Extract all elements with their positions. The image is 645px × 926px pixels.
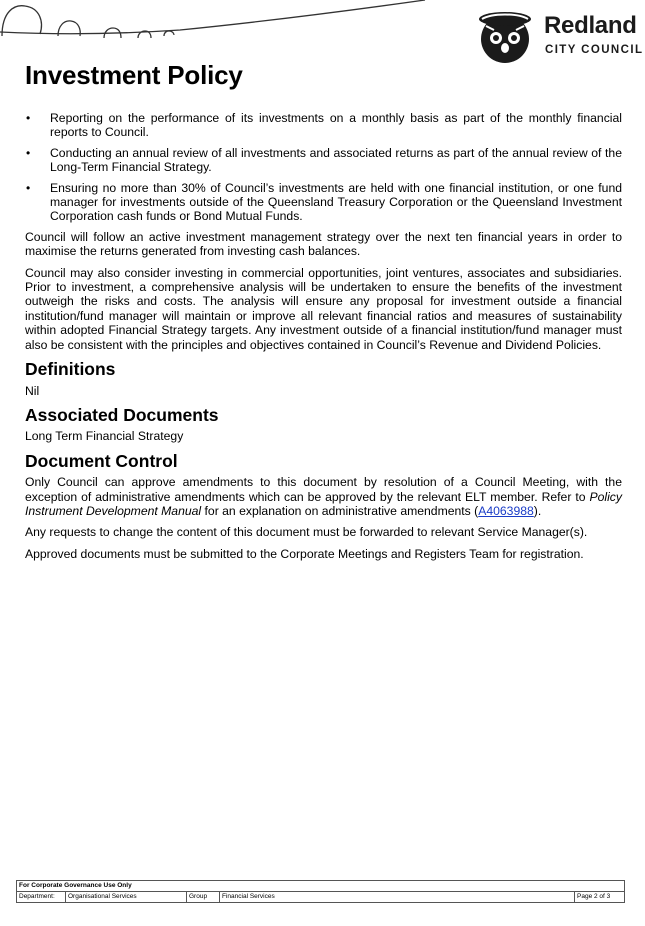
section-heading-document-control: Document Control — [25, 450, 178, 471]
section-heading-definitions: Definitions — [25, 359, 116, 380]
group-label: Group — [187, 892, 220, 902]
bullet-item: • Ensuring no more than 30% of Council’s investments are held with one financial institution, or one fund manager for investments outside of the Queensland Treasury Corporation or the Queensland Investment Corporation cash funds or Bond Mutual Funds. — [25, 181, 622, 224]
footer-row — [17, 892, 624, 902]
manual-reference: Policy Instrument Development Manual — [25, 489, 622, 518]
bullet-list — [25, 111, 622, 224]
definitions-text: Nil — [25, 383, 40, 398]
governance-footer-table — [16, 880, 625, 903]
page-number: Page 2 of 3 — [577, 893, 611, 900]
registration-paragraph: Approved documents must be submitted to the Corporate Meetings and Registers Team for registration. — [25, 546, 584, 561]
document-control-paragraph — [25, 475, 622, 518]
document-reference-link[interactable]: A4063988 — [478, 503, 534, 518]
section-heading-associated-documents: Associated Documents — [25, 404, 219, 425]
body-paragraph: Council will follow an active investment management strategy over the next ten financial years in order to maximise the returns generated from investing cash balances. — [25, 229, 622, 259]
footer-title: For Corporate Governance Use Only — [17, 881, 624, 892]
control-text-start: Only Council can approve amendments to this document by resolution of a Council Meeting, with the exception of administrative amendments which can be approved by the relevant ELT member. Refer to — [25, 475, 622, 504]
bullet-item: • Conducting an annual review of all investments and associated returns as part of the annual review of the Long-Term Financial Strategy. — [25, 146, 622, 175]
body-paragraph: Council may also consider investing in commercial opportunities, joint ventures, associates and subsidiaries. Prior to investment, a comprehensive analysis will be undertaken to ensure the benefits of the investment outweigh the risks and costs. The analysis will ensure any proposal for investment outside a financial institution/fund manager will maintain or improve all relevant financial ratios and measures of sustainability within adopted Financial Strategy targets. Any investment outside of a financial institution/fund manager must also be consistent with the principles and objectives contained in Council’s Revenue and Dividend Policies. — [25, 265, 622, 352]
control-text-end: ). — [533, 503, 542, 518]
associated-documents-text: Long Term Financial Strategy — [25, 429, 184, 444]
council-logo — [474, 10, 642, 66]
header-wave-decoration — [0, 0, 430, 45]
logo-wordmark: Redland — [544, 12, 637, 39]
logo-subtitle: CITY COUNCIL — [545, 44, 644, 56]
redland-logo-icon — [474, 10, 540, 64]
group-value: Financial Services — [220, 892, 575, 902]
change-request-paragraph: Any requests to change the content of this document must be forwarded to relevant Service Manager(s). — [25, 525, 588, 540]
department-label: Department: — [17, 892, 66, 902]
page-title: Investment Policy — [25, 60, 243, 90]
control-text-middle: for an explanation on administrative amendments ( — [201, 503, 479, 518]
department-value: Organisational Services — [66, 892, 187, 902]
document-body — [25, 111, 622, 568]
bullet-item: • Reporting on the performance of its investments on a monthly basis as part of the monthly financial reports to Council. — [25, 111, 622, 140]
